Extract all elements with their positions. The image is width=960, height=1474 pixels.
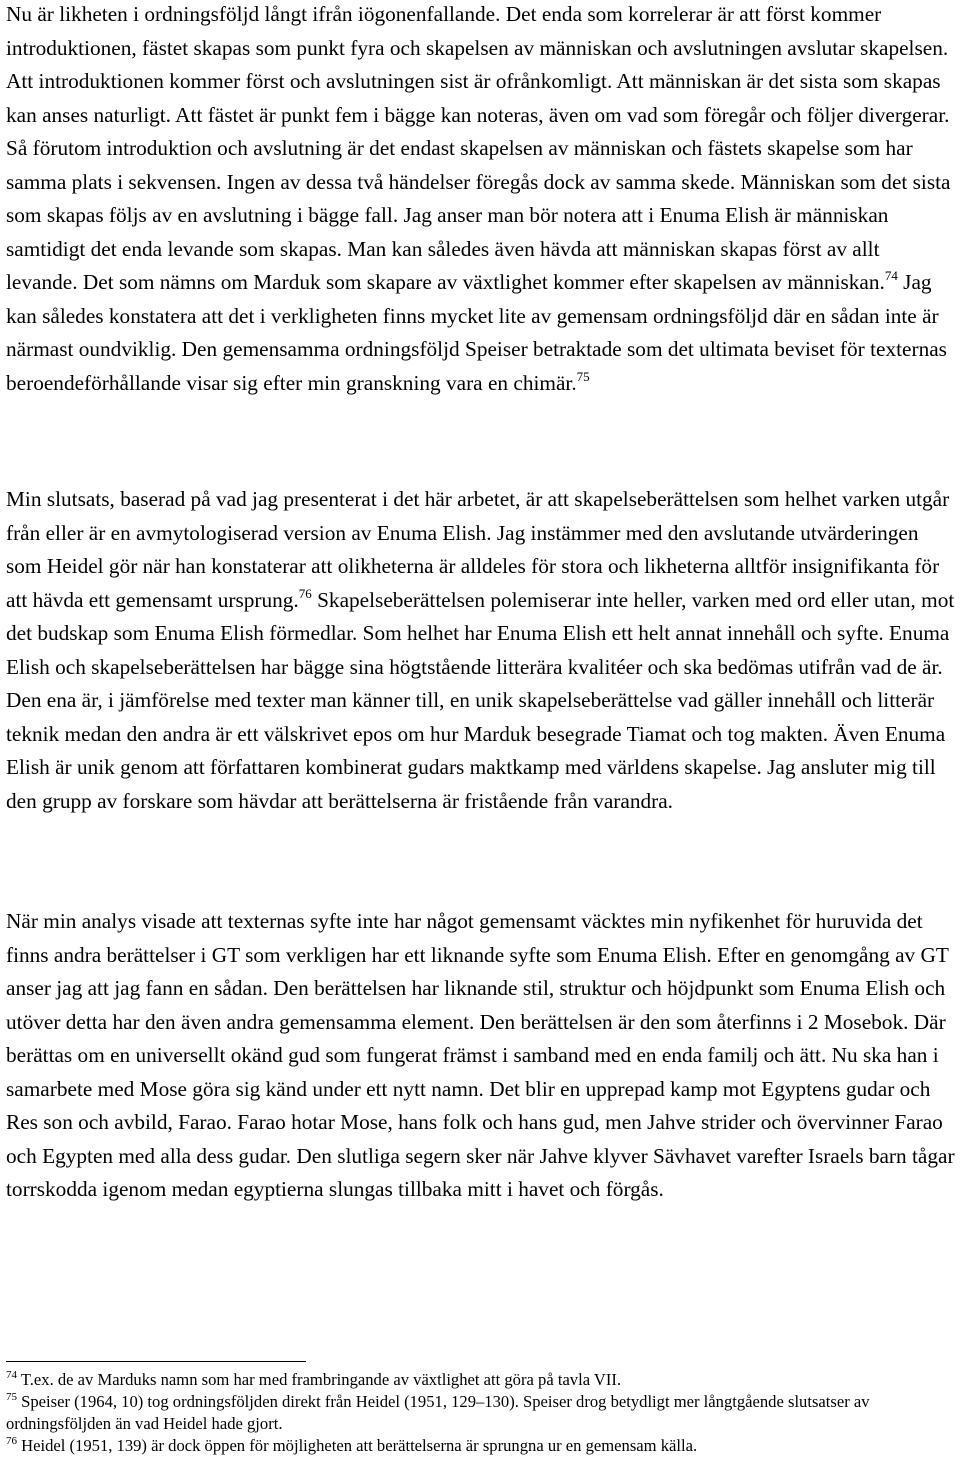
footnote-separator <box>6 1361 306 1362</box>
footnote-ref-76[interactable]: 76 <box>298 585 312 601</box>
paragraph-text: Jag kan således konstatera att det i verkligheten finns mycket lite av gemensam ordningsföljd där en sådan inte är närmast oundviklig. Den gemensamma ordningsföljd Speiser betraktade som det ultimata beviset för texternas beroendeförhållande visar sig efter min granskning vara en chimär. <box>6 270 947 395</box>
footnote-74 <box>6 1369 956 1391</box>
paragraph-text: Nu är likheten i ordningsföljd långt ifrån iögonenfallande. Det enda som korrelerar är att först kommer introduktionen, fästet skapas som punkt fyra och skapelsen av människan och avslutningen avslutar skapelsen. Att introduktionen kommer först och avslutningen sist är ofrånkomligt. Att människan är det sista som skapas kan anses naturligt. Att fästet är punkt fem i bägge kan noteras, även om vad som föregår och följer divergerar. Så förutom introduktion och avslutning är det endast skapelsen av människan och fästets skapelse som har samma plats i sekvensen. Ingen av dessa två händelser föregås dock av samma skede. Människan som det sista som skapas följs av en avslutning i bägge fall. Jag anser man bör notera att i Enuma Elish är människan samtidigt det enda levande som skapas. Man kan således även hävda att människan skapas först av allt levande. Det som nämns om Marduk som skapare av växtlighet kommer efter skapelsen av människan. <box>6 2 951 294</box>
footnote-number: 74 <box>6 1369 17 1381</box>
footnote-text: Speiser (1964, 10) tog ordningsföljden direkt från Heidel (1951, 129–130). Speiser drog betydligt mer långtgående slutsatser av ordningsföljden än vad Heidel hade gjort. <box>6 1392 870 1433</box>
paragraph-3 <box>6 905 956 1207</box>
paragraph-text: Skapelseberättelsen polemiserar inte heller, varken med ord eller utan, mot det budskap som Enuma Elish förmedlar. Som helhet har Enuma Elish ett helt annat innehåll och syfte. Enuma Elish och skapelseberättelsen har bägge sina högtstående litterära kvalitéer och ska bedömas utifrån vad de är. Den ena är, i jämförelse med texter man känner till, en unik skapelseberättelse vad gäller innehåll och litterär teknik medan den andra är ett välskrivet epos om hur Marduk besegrade Tiamat och tog makten. Även Enuma Elish är unik genom att författaren kombinerat gudars maktkamp med världens skapelse. Jag ansluter mig till den grupp av forskare som hävdar att berättelserna är fristående från varandra. <box>6 587 955 813</box>
footnote-75 <box>6 1391 956 1435</box>
footnote-text: Heidel (1951, 139) är dock öppen för möjligheten att berättelserna är sprungna ur en gemensam källa. <box>21 1436 698 1455</box>
paragraph-text: Min slutsats, baserad på vad jag presenterat i det här arbetet, är att skapelseberättelsen som helhet varken utgår från eller är en avmytologiserad version av Enuma Elish. Jag instämmer med den avslutande utvärderingen som Heidel gör när han konstaterar att olikheterna är alldeles för stora och likheterna alltför insignifikanta för att hävda ett gemensamt ursprung. <box>6 487 950 612</box>
footnote-ref-75[interactable]: 75 <box>576 368 590 384</box>
paragraph-2 <box>6 483 956 818</box>
footnote-76 <box>6 1435 956 1457</box>
footnote-number: 75 <box>6 1391 17 1403</box>
footnote-text: T.ex. de av Marduks namn som har med frambringande av växtlighet att göra på tavla VII. <box>20 1370 622 1389</box>
footnotes <box>6 1369 956 1457</box>
footnote-ref-74[interactable]: 74 <box>884 268 898 283</box>
footnote-number: 76 <box>6 1435 17 1447</box>
paragraph-1 <box>6 0 956 400</box>
paragraph-text: När min analys visade att texternas syfte inte har något gemensamt väcktes min nyfikenhet för huruvida det finns andra berättelser i GT som verkligen har ett liknande syfte som Enuma Elish. Efter en genomgång av GT anser jag att jag fann en sådan. Den berättelsen har liknande stil, struktur och höjdpunkt som Enuma Elish och utöver detta har den även andra gemensamma element. Den berättelsen är den som återfinns i 2 Mosebok. Där berättas om en universellt okänd gud som fungerat främst i samband med en enda familj och ätt. Nu ska han i samarbete med Mose göra sig känd under ett nytt namn. Det blir en upprepad kamp mot Egyptens gudar och Res son och avbild, Farao. Farao hotar Mose, hans folk och hans gud, men Jahve strider och övervinner Farao och Egypten med alla dess gudar. Den slutliga segern sker när Jahve klyver Sävhavet varefter Israels barn tågar torrskodda igenom medan egyptierna slungas tillbaka mitt i havet och förgås. <box>6 909 955 1201</box>
